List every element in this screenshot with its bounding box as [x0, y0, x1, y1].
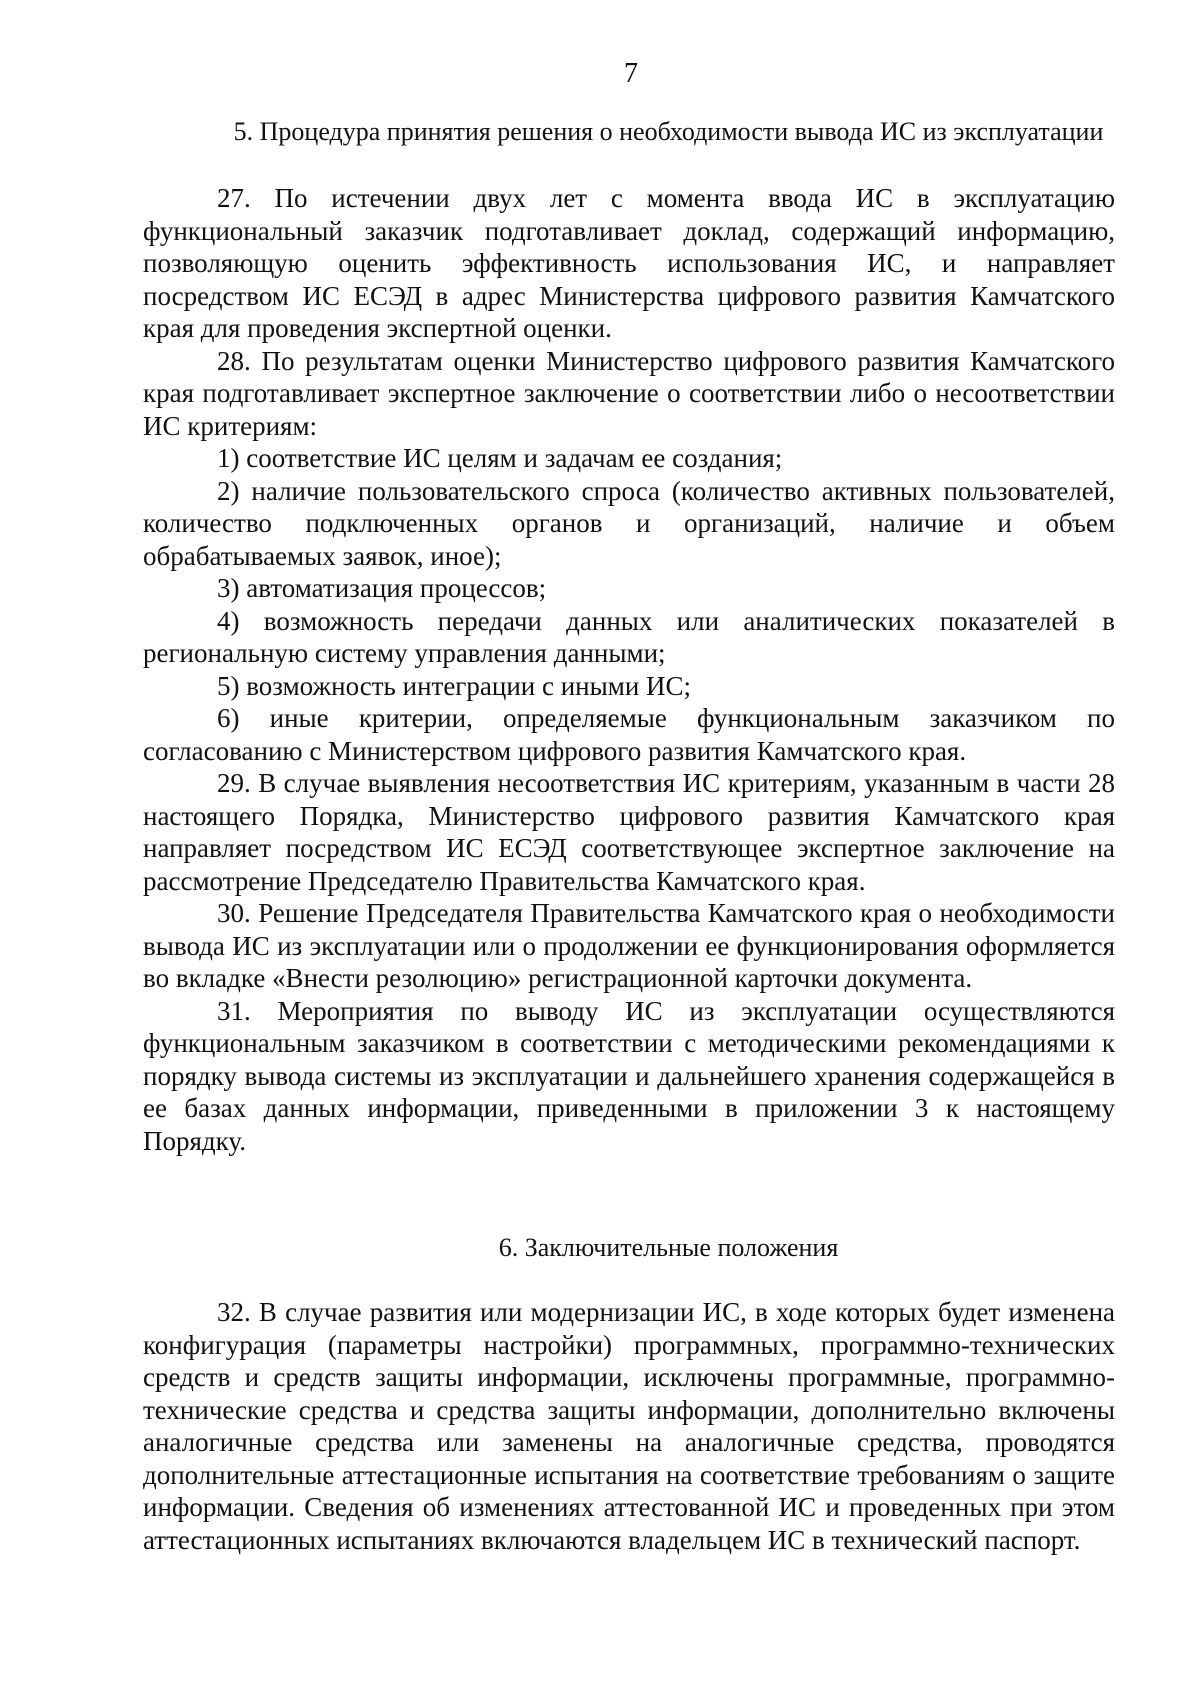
paragraph-30: 30. Решение Председателя Правительства Камчатского края о необходимости вывода ИС из эксплуатации или о продолжении ее функционирования оформляется во вкладке «Внести резолюцию» регистрационной карточки документа.: [143, 898, 1115, 993]
criteria-item-4: 4) возможность передачи данных или аналитических показателей в региональную систему управления данными;: [143, 605, 1115, 668]
paragraph-31: 31. Мероприятия по выводу ИС из эксплуатации осуществляются функциональным заказчиком в соответствии с методическими рекомендациями к порядку вывода системы из эксплуатации и дальнейшего хранения содержащейся в ее базах данных информации, приведенными в приложении 3 к настоящему Порядку.: [143, 995, 1115, 1156]
section-6-body: [143, 1296, 1115, 1556]
criteria-item-1: 1) соответствие ИС целям и задачам ее создания;: [217, 443, 783, 473]
criteria-item-2: 2) наличие пользовательского спроса (количество активных пользователей, количество подключенных органов и организаций, наличие и объем обрабатываемых заявок, иное);: [143, 475, 1115, 571]
paragraph-32: 32. В случае развития или модернизации ИС, в ходе которых будет изменена конфигурация (параметры настройки) программных, программно-технических средств и средств защиты информации, исключены программные, программно-технические средства и средства защиты информации, дополнительно включены аналогичные средства или заменены на аналогичные средства, проводятся дополнительные аттестационные испытания на соответствие требованиям о защите информации. Сведения об изменениях аттестованной ИС и проведенных при этом аттестационных испытаниях включаются владельцем ИС в технический паспорт.: [143, 1297, 1115, 1555]
paragraph-27: 27. По истечении двух лет с момента ввода ИС в эксплуатацию функциональный заказчик подготавливает доклад, содержащий информацию, позволяющую оценить эффективность использования ИС, и направляет посредством ИС ЕСЭД в адрес Министерства цифрового развития Камчатского края для проведения экспертной оценки.: [143, 183, 1115, 343]
paragraph-29: 29. В случае выявления несоответствия ИС критериям, указанным в части 28 настоящего Порядка, Министерство цифрового развития Камчатского края направляет посредством ИС ЕСЭД соответствующее экспертное заключение на рассмотрение Председателю Правительства Камчатского края.: [143, 768, 1115, 896]
section-6-heading: 6. Заключительные положения: [498, 1233, 839, 1262]
criteria-item-5: 5) возможность интеграции с иными ИС;: [217, 670, 692, 701]
page-number: 7: [624, 58, 638, 89]
criteria-item-3: 3) автоматизация процессов;: [217, 573, 547, 603]
paragraph-28: 28. По результатам оценки Министерство цифрового развития Камчатского края подготавливает экспертное заключение о соответствии либо о несоответствии ИС критериям:: [143, 345, 1115, 441]
section-5-body: [143, 182, 1115, 1157]
section-5-heading: 5. Процедура принятия решения о необходимости вывода ИС из эксплуатации: [233, 117, 1104, 146]
criteria-item-6: 6) иные критерии, определяемые функциональным заказчиком по согласованию с Министерством цифрового развития Камчатского края.: [143, 703, 1115, 766]
